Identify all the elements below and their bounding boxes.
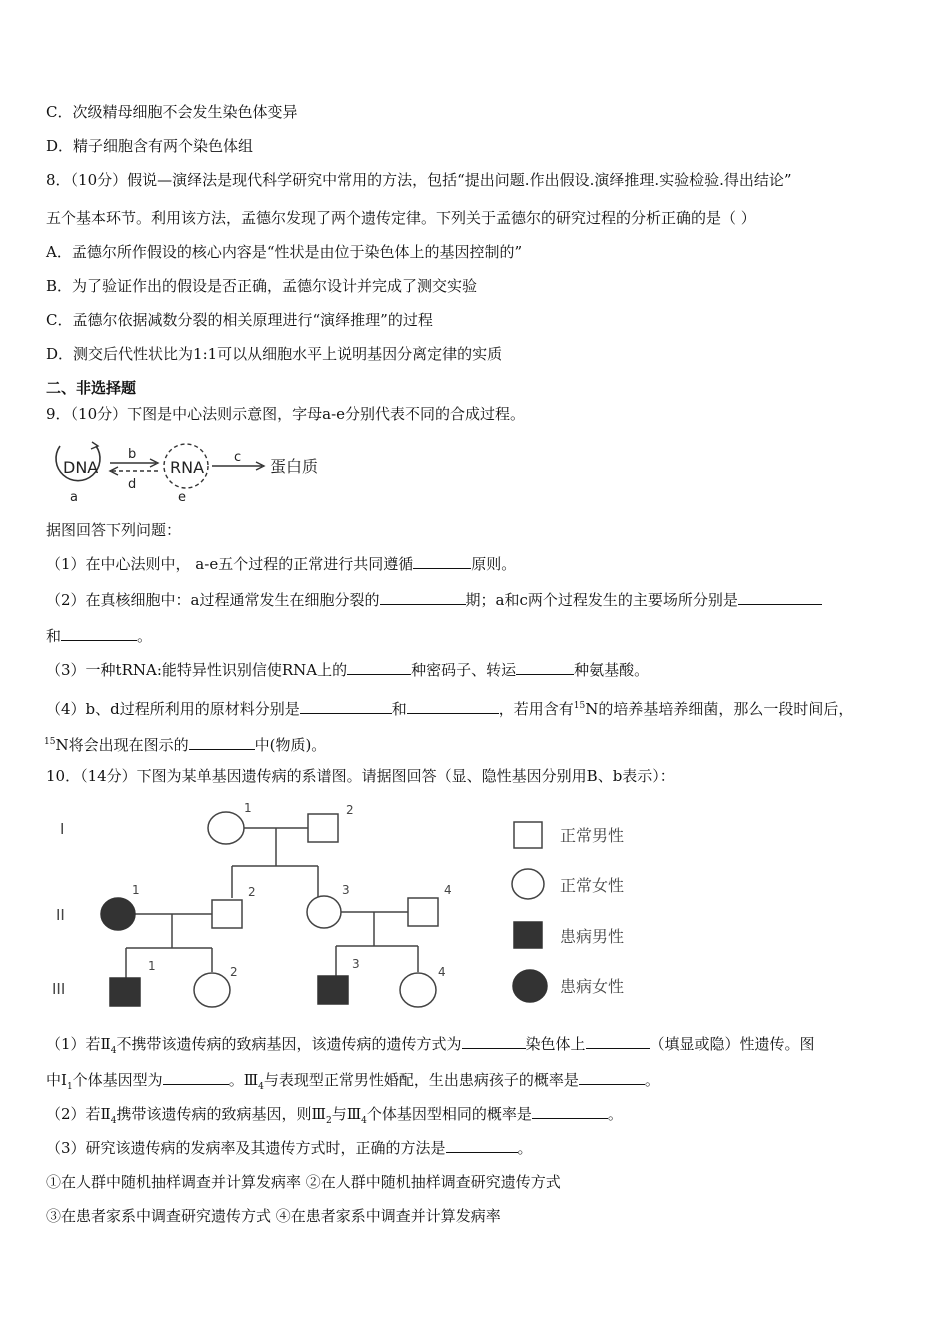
svg-text:1: 1: [148, 959, 156, 973]
legend-normal-male-icon: [514, 822, 542, 848]
answer-blank[interactable]: [446, 1138, 518, 1153]
answer-blank[interactable]: [413, 554, 471, 569]
legend-affected-female: 患病女性: [560, 977, 625, 996]
pedigree-chart: [46, 796, 666, 1022]
q9-part1: （1）在中心法则中， a-e五个过程的正常进行共同遵循 原则。: [46, 555, 517, 573]
answer-blank[interactable]: [189, 735, 255, 750]
legend-normal-male: 正常男性: [560, 826, 625, 845]
q8-option-b: B．为了验证作出的假设是否正确，孟德尔设计并完成了测交实验: [46, 277, 478, 295]
answer-blank[interactable]: [516, 660, 574, 675]
individual-III3: [318, 976, 348, 1004]
answer-blank[interactable]: [407, 699, 499, 714]
q9-part3: （3）一种tRNA:能特异性识别信使RNA上的 种密码子、转运 种氨基酸。: [46, 661, 650, 679]
label-a: a: [70, 490, 78, 505]
legend-affected-female-icon: [513, 970, 547, 1002]
gen-label-II: II: [56, 906, 65, 924]
answer-blank[interactable]: [163, 1070, 229, 1085]
answer-blank[interactable]: [300, 699, 392, 714]
individual-II4: [408, 898, 438, 926]
gen-label-III: III: [52, 980, 66, 998]
protein-label: 蛋白质: [270, 457, 319, 476]
answer-blank[interactable]: [347, 660, 411, 675]
central-dogma-diagram: [46, 434, 346, 506]
individual-III1: [110, 978, 140, 1006]
individual-I2: [308, 814, 338, 842]
q9-part2: （2）在真核细胞中：a过程通常发生在细胞分裂的 期；a和c两个过程发生的主要场所分别是: [46, 590, 920, 610]
q9-part4-cont: $^{15}$N将会出现在图示的 中(物质)。: [44, 736, 327, 754]
individual-III2: [194, 973, 230, 1007]
svg-text:1: 1: [244, 801, 252, 815]
q8-option-c: C．孟德尔依据减数分裂的相关原理进行“演绎推理”的过程: [46, 311, 433, 329]
legend-affected-male: 患病男性: [560, 927, 625, 946]
q10-options-1-2: ①在人群中随机抽样调查并计算发病率 ②在人群中随机抽样调查研究遗传方式: [46, 1173, 561, 1191]
individual-I1: [208, 812, 244, 844]
label-d: d: [128, 477, 137, 492]
svg-text:4: 4: [444, 883, 452, 897]
q8-stem-line2: 五个基本环节。利用该方法，孟德尔发现了两个遗传定律。下列关于孟德尔的研究过程的分析正确的是（ ）: [46, 209, 756, 227]
individual-II1: [101, 898, 135, 930]
q9-stem: 9．（10分）下图是中心法则示意图，字母a-e分别代表不同的合成过程。: [46, 405, 526, 423]
section-heading: 二、非选择题: [46, 379, 137, 397]
legend-affected-male-icon: [514, 922, 542, 948]
svg-text:3: 3: [352, 957, 360, 971]
label-c: c: [234, 450, 242, 465]
svg-text:2: 2: [248, 885, 256, 899]
answer-blank[interactable]: [579, 1070, 645, 1085]
legend-normal-female: 正常女性: [560, 876, 625, 895]
answer-blank[interactable]: [532, 1104, 608, 1119]
answer-blank[interactable]: [586, 1034, 650, 1049]
answer-blank[interactable]: [61, 626, 137, 641]
svg-text:3: 3: [342, 883, 350, 897]
label-b: b: [128, 447, 137, 462]
label-e: e: [178, 490, 186, 505]
q9-intro: 据图回答下列问题：: [46, 521, 182, 539]
q10-part3: （3）研究该遗传病的发病率及其遗传方式时，正确的方法是 。: [46, 1139, 533, 1157]
individual-III4: [400, 973, 436, 1007]
q10-part1: （1）若$Ⅱ_4$不携带该遗传病的致病基因，该遗传病的遗传方式为 染色体上 （填显或隐）性遗传。图: [46, 1035, 815, 1056]
dna-label: DNA: [63, 458, 99, 477]
answer-blank[interactable]: [380, 590, 466, 605]
svg-text:2: 2: [230, 965, 238, 979]
q7-option-d: D．精子细胞含有两个染色体组: [46, 137, 254, 155]
q10-stem: 10．（14分）下图为某单基因遗传病的系谱图。请据图回答（显、隐性基因分别用B、b表示）：: [46, 767, 675, 785]
q8-stem-line1: 8．（10分）假说—演绎法是现代科学研究中常用的方法，包括“提出问题.作出假设.演绎推理.实验检验.得出结论”: [46, 171, 792, 189]
q9-part2-cont: 和 。: [46, 627, 153, 645]
answer-blank[interactable]: [738, 590, 822, 605]
q10-part1-cont: 中$Ⅰ_1$个体基因型为 。$Ⅲ_4$与表现型正常男性婚配，生出患病孩子的概率是 。: [46, 1071, 660, 1092]
svg-text:2: 2: [346, 803, 354, 817]
individual-II3: [307, 896, 341, 928]
rna-label: RNA: [170, 458, 205, 477]
individual-II2: [212, 900, 242, 928]
svg-text:4: 4: [438, 965, 446, 979]
answer-blank[interactable]: [462, 1034, 526, 1049]
q8-option-d: D．测交后代性状比为1:1可以从细胞水平上说明基因分离定律的实质: [46, 345, 503, 363]
gen-label-I: I: [60, 820, 65, 838]
legend-normal-female-icon: [512, 869, 544, 899]
svg-text:1: 1: [132, 883, 140, 897]
q8-option-a: A．孟德尔所作假设的核心内容是“性状是由位于染色体上的基因控制的”: [46, 243, 523, 261]
q10-part2: （2）若$Ⅱ_4$携带该遗传病的致病基因，则$Ⅲ_2$与$Ⅲ_4$个体基因型相同的概率是 。: [46, 1105, 623, 1126]
q9-part4: （4）b、d过程所利用的原材料分别是 和 ，若用含有$^{15}$N的培养基培养细菌，那么一段时间后，: [46, 700, 854, 718]
q10-options-3-4: ③在患者家系中调查研究遗传方式 ④在患者家系中调查并计算发病率: [46, 1207, 501, 1225]
q7-option-c: C．次级精母细胞不会发生染色体变异: [46, 103, 298, 121]
